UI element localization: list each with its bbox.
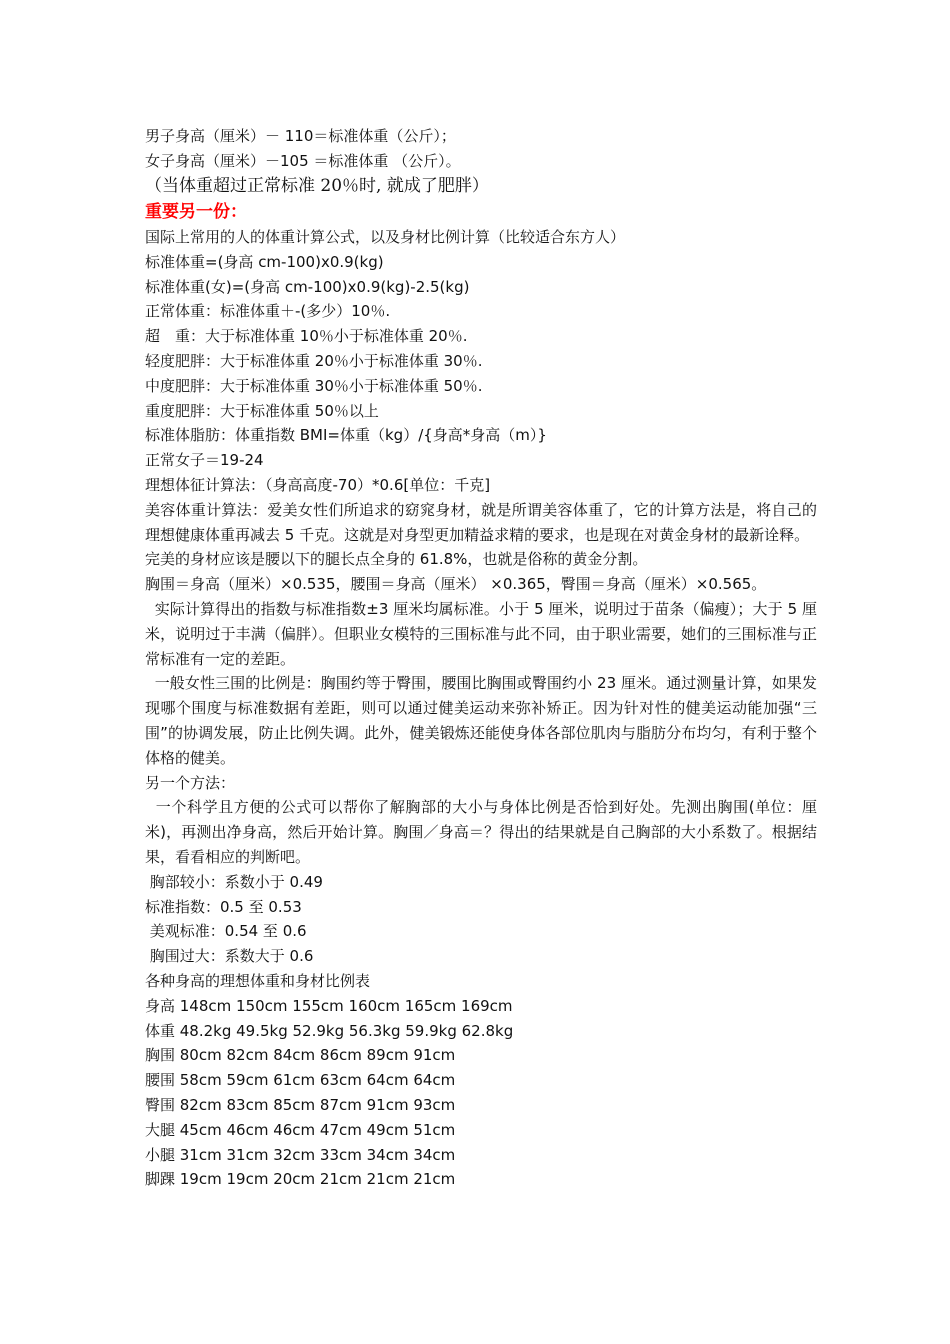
- intro-line: 国际上常用的人的体重计算公式，以及身材比例计算（比较适合东方人）: [145, 228, 626, 247]
- table-row-height: 身高 148cm 150cm 155cm 160cm 165cm 169cm: [145, 996, 513, 1015]
- standard-weight-female-formula: 标准体重(女)=(身高 cm-100)x0.9(kg)-2.5(kg): [145, 277, 470, 296]
- formula-male: 男子身高（厘米）－ 110＝标准体重（公斤）；: [145, 127, 456, 145]
- table-row-ankle: 脚踝 19cm 19cm 20cm 21cm 21cm 21cm: [145, 1170, 456, 1189]
- another-method-heading: 另一个方法：: [145, 773, 236, 792]
- judgment-large: 胸围过大：系数大于 0.6: [145, 947, 314, 966]
- mild-obesity-line: 轻度肥胖：大于标准体重 20％小于标准体重 30％.: [145, 352, 483, 371]
- index-standard-paragraph: 实际计算得出的指数与标准指数±3 厘米均属标准。小于 5 厘米，说明过于苗条（偏瘦）；大于 5 厘米，说明过于丰满（偏胖）。但职业女模特的三围标准与此不同，由于职业需要，她们的三围标准与正常标准有一定的差距。: [145, 600, 817, 668]
- formula-female: 女子身高（厘米）－105 ＝标准体重 （公斤）。: [145, 151, 461, 170]
- table-title: 各种身高的理想体重和身材比例表: [145, 972, 371, 990]
- judgment-standard: 标准指数：0.5 至 0.53: [145, 897, 302, 916]
- bust-ratio-paragraph: 一个科学且方便的公式可以帮你了解胸部的大小与身体比例是否恰到好处。先测出胸围(单位：厘米)，再测出净身高，然后开始计算。胸围／身高＝？得出的结果就是自己胸部的大小系数了。根据结果，看看相应的判断吧。: [145, 798, 817, 867]
- standard-weight-formula: 标准体重=(身高 cm-100)x0.9(kg): [145, 252, 384, 271]
- document-page: [145, 124, 817, 1192]
- section-heading: 重要另一份：: [145, 202, 247, 223]
- table-row-hip: 臀围 82cm 83cm 85cm 87cm 91cm 93cm: [145, 1095, 456, 1114]
- normal-female-bmi-line: 正常女子＝19-24: [145, 451, 264, 470]
- obesity-note: （当体重超过正常标准 20％时, 就成了肥胖）: [145, 175, 489, 196]
- overweight-line: 超 重：大于标准体重 10％小于标准体重 20％.: [145, 327, 468, 346]
- three-measurements-paragraph: 一般女性三围的比例是：胸围约等于臀围，腰围比胸围或臀围约小 23 厘米。通过测量计算，如果发现哪个围度与标准数据有差距，则可以通过健美运动来弥补矫正。因为针对性的健美运动能加强“三围”的协调发展，防止比例失调。此外，健美锻炼还能使身体各部位肌肉与脂肪分布均匀，有利于整个体格的健美。: [145, 674, 817, 767]
- table-row-bust: 胸围 80cm 82cm 84cm 86cm 89cm 91cm: [145, 1046, 456, 1065]
- moderate-obesity-line: 中度肥胖：大于标准体重 30％小于标准体重 50％.: [145, 376, 483, 395]
- table-row-thigh: 大腿 45cm 46cm 46cm 47cm 49cm 51cm: [145, 1120, 456, 1139]
- table-row-calf: 小腿 31cm 31cm 32cm 33cm 34cm 34cm: [145, 1145, 456, 1164]
- golden-ratio-paragraph: 完美的身材应该是腰以下的腿长点全身的 61.8%，也就是俗称的黄金分割。: [145, 550, 648, 569]
- ideal-weight-formula: 理想体征计算法：（身高高度-70）*0.6[单位：千克]: [145, 476, 491, 495]
- measurement-formula-paragraph: 胸围＝身高（厘米）×0.535，腰围＝身高（厘米） ×0.365，臀围＝身高（厘米）×0.565。: [145, 575, 767, 594]
- bmi-line: 标准体脂肪：体重指数 BMI=体重（kg）/{身高*身高（m）}: [145, 426, 547, 445]
- table-row-weight: 体重 48.2kg 49.5kg 52.9kg 56.3kg 59.9kg 62.8kg: [145, 1021, 514, 1040]
- normal-weight-line: 正常体重：标准体重＋-(多少）10％.: [145, 302, 391, 321]
- judgment-small: 胸部较小：系数小于 0.49: [145, 872, 323, 891]
- severe-obesity-line: 重度肥胖：大于标准体重 50％以上: [145, 401, 379, 420]
- table-row-waist: 腰围 58cm 59cm 61cm 63cm 64cm 64cm: [145, 1071, 456, 1090]
- beauty-weight-paragraph: 美容体重计算法：爱美女性们所追求的窈窕身材，就是所谓美容体重了，它的计算方法是，将自己的理想健康体重再减去 5 千克。这就是对身型更加精益求精的要求，也是现在对黄金身材的最新诠释。: [145, 500, 817, 544]
- judgment-beautiful: 美观标准：0.54 至 0.6: [145, 922, 307, 941]
